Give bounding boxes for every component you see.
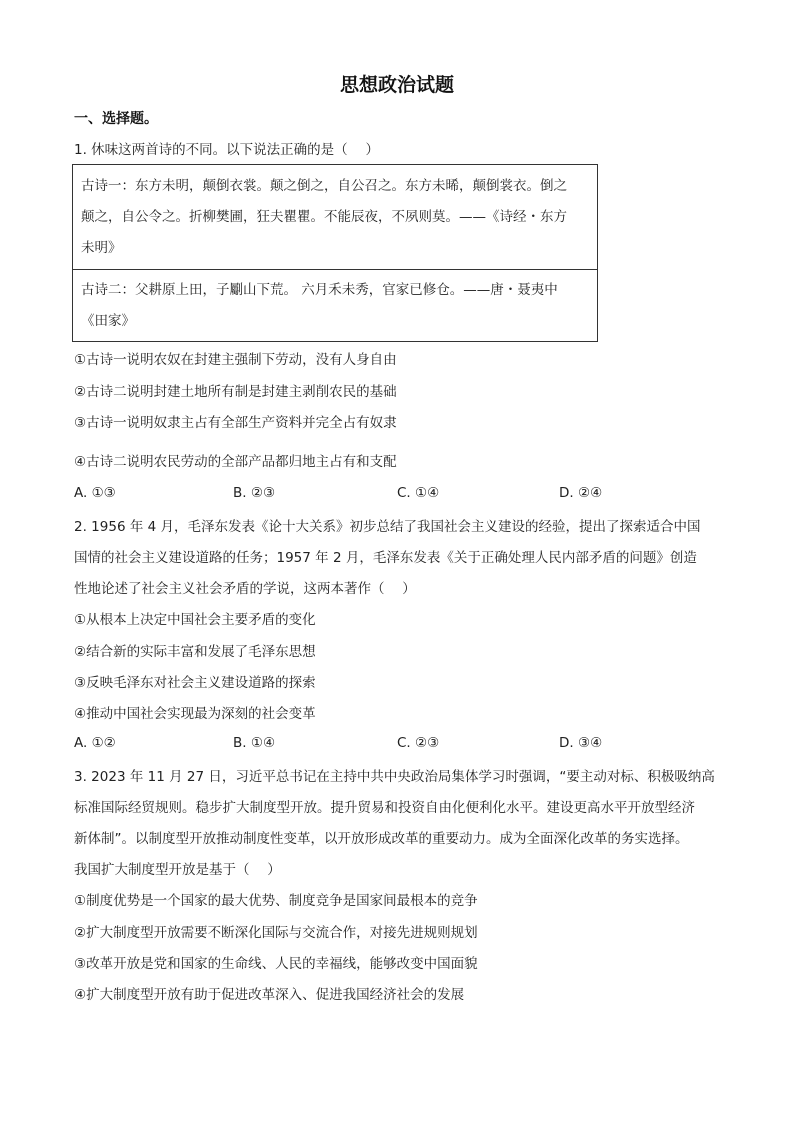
statement: ①从根本上决定中国社会主要矛盾的变化 xyxy=(74,612,316,628)
statement: ②扩大制度型开放需要不断深化国际与交流合作，对接先进规则规划 xyxy=(74,925,478,941)
option-c[interactable]: C. ②③ xyxy=(397,735,440,751)
statement: ①制度优势是一个国家的最大优势、制度竞争是国家间最根本的竞争 xyxy=(74,893,478,909)
question-2-stem: 性地论述了社会主义社会矛盾的学说，这两本著作（ ） xyxy=(74,581,416,597)
poem-1-line: 未明》 xyxy=(81,240,122,256)
section-heading: 一、选择题。 xyxy=(74,111,158,127)
question-3-stem: 新体制”。以制度型开放推动制度性变革，以开放形成改革的重要动力。成为全面深化改革的务实选择。 xyxy=(74,831,689,847)
poem-1 xyxy=(81,171,591,264)
statement: ③反映毛泽东对社会主义建设道路的探索 xyxy=(74,675,316,691)
statement: ①古诗一说明农奴在封建主强制下劳动，没有人身自由 xyxy=(74,352,397,368)
poem-2 xyxy=(81,275,591,337)
question-2-options xyxy=(74,735,674,755)
question-1-stem: 1. 休味这两首诗的不同。以下说法正确的是（ ） xyxy=(74,142,379,158)
option-a[interactable]: A. ①③ xyxy=(74,485,116,501)
statement: ②古诗二说明封建土地所有制是封建主剥削农民的基础 xyxy=(74,384,397,400)
statement: ③改革开放是党和国家的生命线、人民的幸福线，能够改变中国面貌 xyxy=(74,956,478,972)
question-3-stem: 标准国际经贸规则。稳步扩大制度型开放。提升贸易和投资自由化便利化水平。建设更高水平开放型经济 xyxy=(74,800,695,816)
option-d[interactable]: D. ②④ xyxy=(559,485,603,501)
poem-1-line: 古诗一：东方未明，颠倒衣裳。颠之倒之，自公召之。东方未晞，颠倒裳衣。倒之 xyxy=(81,178,567,194)
question-2-stem: 2. 1956 年 4 月，毛泽东发表《论十大关系》初步总结了我国社会主义建设的经验，提出了探索适合中国 xyxy=(74,519,701,535)
statement: ④扩大制度型开放有助于促进改革深入、促进我国经济社会的发展 xyxy=(74,987,465,1003)
statement: ④古诗二说明农民劳动的全部产品都归地主占有和支配 xyxy=(74,454,397,470)
poem-2-line: 古诗二：父耕原上田，子劚山下荒。 六月禾未秀，官家已修仓。——唐・聂夷中 xyxy=(81,282,558,298)
page-title: 思想政治试题 xyxy=(339,74,454,96)
option-d[interactable]: D. ③④ xyxy=(559,735,603,751)
option-b[interactable]: B. ②③ xyxy=(233,485,276,501)
option-b[interactable]: B. ①④ xyxy=(233,735,276,751)
option-a[interactable]: A. ①② xyxy=(74,735,116,751)
option-c[interactable]: C. ①④ xyxy=(397,485,440,501)
table-divider xyxy=(73,269,597,270)
poem-1-line: 颠之，自公令之。折柳樊圃，狂夫瞿瞿。不能辰夜，不夙则莫。——《诗经・东方 xyxy=(81,209,567,225)
question-3-stem: 我国扩大制度型开放是基于（ ） xyxy=(74,862,281,878)
question-2-stem: 国情的社会主义建设道路的任务；1957 年 2 月，毛泽东发表《关于正确处理人民内部矛盾的问题》创造 xyxy=(74,550,697,566)
poem-2-line: 《田家》 xyxy=(81,313,135,329)
question-1-options xyxy=(74,485,674,505)
statement: ②结合新的实际丰富和发展了毛泽东思想 xyxy=(74,644,316,660)
question-3-stem: 3. 2023 年 11 月 27 日，习近平总书记在主持中共中央政治局集体学习时强调，“要主动对标、积极吸纳高 xyxy=(74,769,715,785)
statement: ④推动中国社会实现最为深刻的社会变革 xyxy=(74,706,316,722)
poem-table xyxy=(72,164,598,342)
statement: ③古诗一说明奴隶主占有全部生产资料并完全占有奴隶 xyxy=(74,415,397,431)
